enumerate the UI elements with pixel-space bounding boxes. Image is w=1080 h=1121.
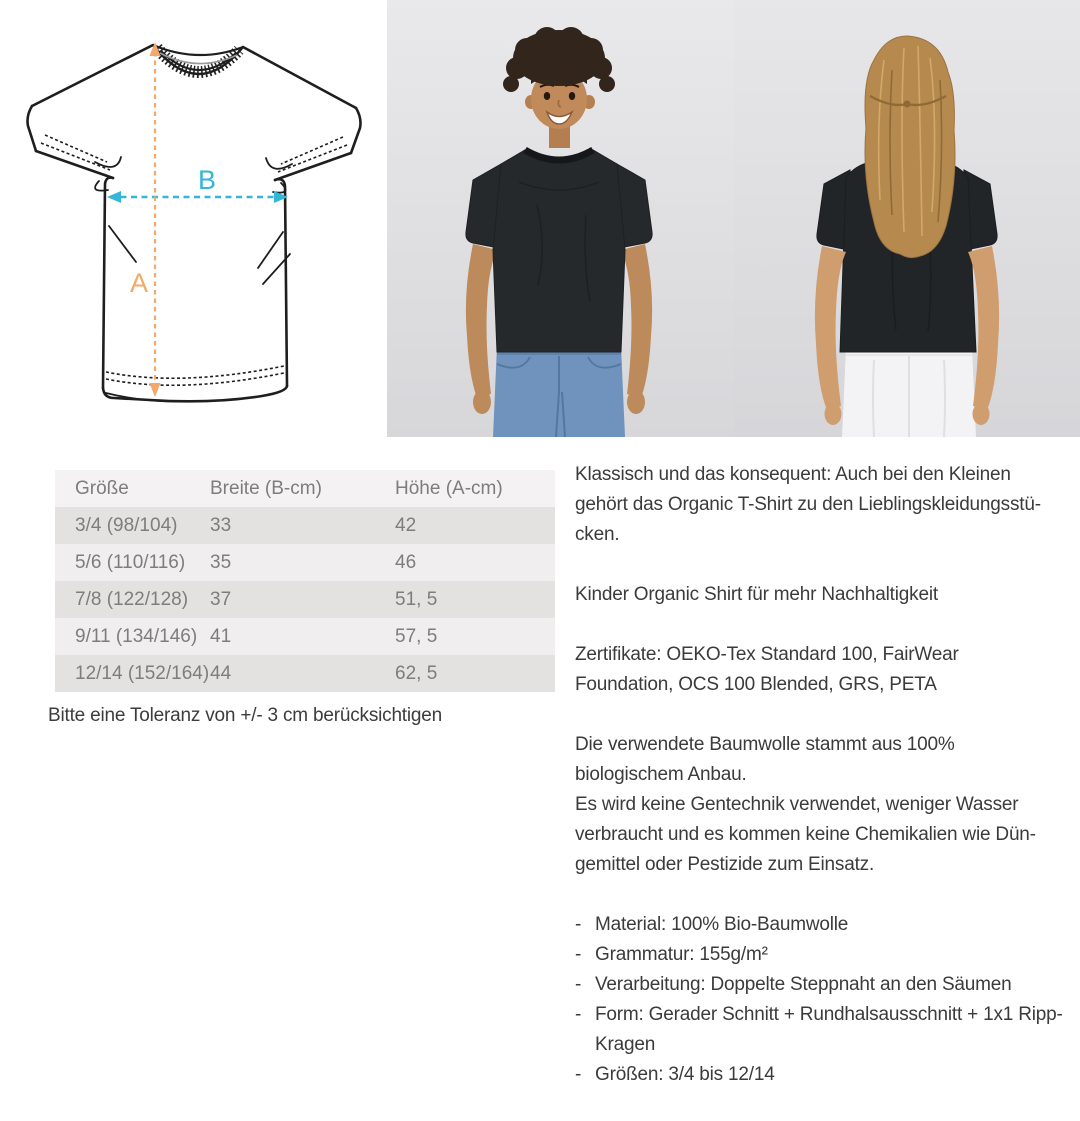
cell-size: 5/6 (110/116)	[75, 551, 186, 573]
collar	[153, 45, 243, 74]
description-paragraph	[575, 460, 1070, 550]
text-line: Foundation, OCS 100 Blended, GRS, PETA	[575, 674, 937, 695]
jeans	[493, 346, 625, 437]
description-paragraph	[575, 730, 1070, 880]
description-paragraph	[575, 640, 1070, 700]
tshirt-outline	[28, 45, 361, 402]
text-line: Es wird keine Gentechnik verwendet, weniger Wasser	[575, 794, 1019, 815]
list-marker: -	[575, 1004, 582, 1025]
white-pants	[842, 348, 976, 437]
height-arrow-head-top	[150, 42, 161, 56]
list-item	[575, 940, 1070, 970]
text-line: Zertifikate: OEKO-Tex Standard 100, FairWear	[575, 644, 959, 665]
table-row	[55, 544, 555, 581]
column-header-width: Breite (B-cm)	[210, 477, 322, 499]
column-header-size: Größe	[75, 477, 129, 499]
text-line: Die verwendete Baumwolle stammt aus 100%	[575, 734, 955, 755]
product-media-row	[0, 0, 1080, 437]
cell-width: 35	[210, 551, 232, 573]
width-arrow	[107, 165, 288, 203]
list-marker: -	[575, 944, 582, 965]
list-marker: -	[575, 974, 582, 995]
list-item	[575, 1060, 1070, 1090]
height-arrow-head-bottom	[150, 383, 161, 397]
size-table-header-row	[55, 470, 555, 507]
list-item	[575, 910, 1070, 940]
cell-size: 9/11 (134/146)	[75, 625, 198, 647]
list-item	[575, 1000, 1070, 1060]
list-item-text: Form: Gerader Schnitt + Rundhalsausschnitt + 1x1 Ripp-Kragen	[595, 1004, 1063, 1055]
list-marker: -	[575, 914, 582, 935]
column-header-height: Höhe (A-cm)	[395, 477, 503, 499]
text-line: cken.	[575, 524, 620, 545]
tolerance-note: Bitte eine Toleranz von +/- 3 cm berücksichtigen	[48, 705, 443, 726]
cell-height: 42	[395, 514, 417, 536]
hair	[865, 36, 955, 258]
product-photo-front	[387, 0, 734, 437]
list-item	[575, 970, 1070, 1000]
cell-size: 12/14 (152/164)	[75, 662, 210, 684]
height-label: A	[129, 268, 149, 298]
height-arrow	[130, 42, 161, 397]
text-line: gemittel oder Pestizide zum Einsatz.	[575, 854, 875, 875]
table-row	[55, 618, 555, 655]
crease-marks	[95, 157, 292, 284]
list-item-text: Grammatur: 155g/m²	[595, 944, 768, 965]
product-photo-back	[734, 0, 1080, 437]
tshirt-measurement-drawing	[0, 0, 387, 437]
width-arrow-head-left	[107, 191, 121, 203]
table-row	[55, 655, 555, 692]
product-description	[575, 460, 1070, 1090]
list-marker: -	[575, 1064, 582, 1085]
table-row	[55, 581, 555, 618]
girl-back-illustration	[734, 0, 1080, 437]
cell-width: 37	[210, 588, 232, 610]
boy-front-illustration	[387, 0, 734, 437]
spec-list	[575, 910, 1070, 1090]
cell-width: 44	[210, 662, 232, 684]
list-item-text: Größen: 3/4 bis 12/14	[595, 1064, 775, 1085]
text-line: verbraucht und es kommen keine Chemikalien wie Dün-	[575, 824, 1036, 845]
cell-width: 41	[210, 625, 232, 647]
cell-height: 51, 5	[395, 588, 438, 610]
text-line: biologischem Anbau.	[575, 764, 747, 785]
text-line: Klassisch und das konsequent: Auch bei den Kleinen	[575, 464, 1011, 485]
cell-height: 57, 5	[395, 625, 438, 647]
text-line: Kinder Organic Shirt für mehr Nachhaltigkeit	[575, 584, 938, 605]
text-line: gehört das Organic T-Shirt zu den Lieblingskleidungsstü-	[575, 494, 1041, 515]
list-item-text: Verarbeitung: Doppelte Steppnaht an den Säumen	[595, 974, 1012, 995]
size-table	[55, 470, 555, 692]
cell-size: 3/4 (98/104)	[75, 514, 178, 536]
list-item-text: Material: 100% Bio-Baumwolle	[595, 914, 849, 935]
cell-width: 33	[210, 514, 232, 536]
width-label: B	[197, 165, 217, 195]
cell-height: 62, 5	[395, 662, 438, 684]
table-row	[55, 507, 555, 544]
stitch-lines	[41, 135, 347, 385]
size-diagram	[0, 0, 387, 437]
cell-height: 46	[395, 551, 417, 573]
description-paragraph	[575, 580, 1070, 610]
cell-size: 7/8 (122/128)	[75, 588, 189, 610]
